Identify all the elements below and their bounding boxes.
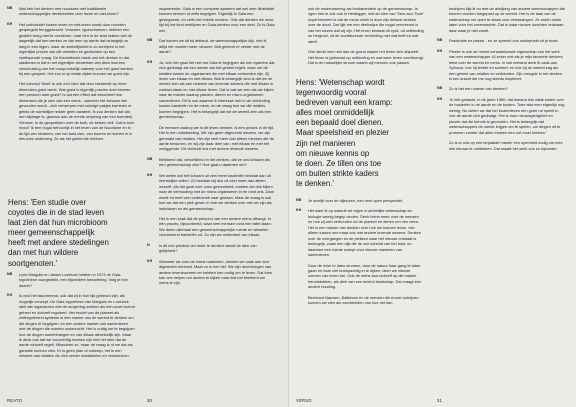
quote-line: bedreven vanuit een kramp: [296,98,393,108]
speaker-initials [296,49,308,65]
interview-paragraph [437,38,565,43]
left-column-1-lower [7,272,135,392]
speaker-initials [147,125,159,152]
pull-quote-right [296,78,426,189]
interview-paragraph [147,125,275,152]
paragraph-text: Plezier is ook de meest verwaarloosde eigenschap van het werk van een wetenschapper. Al zeker niet als je mijn favoriete denkers leest over de wereld en mens. In dat verband denk ik vaak aan Spinoza, hoe hij leefde en schreef, en hoe hij de wereld zag als een geheel van relaties en verbanden. Zijn vreugde in het denken is een kracht die me nog steeds inspireert. [449,48,563,81]
paragraph-text: ook de modernisering als fundamentele op de gemeenschap. In ogen heb ik ook ook in Heidegger, niet de idee van 'Sein zum Tode' experimenteel is dat de mens uniek is door zijn bewust denken over de dood. Dat lijkt me een denkwijze die nogal vervreemd is van het wezen dat wij zijn. Het leven bestaat uit cycli, uit ontbinding en hergroei, uit de voortdurende verbinding met wat leeft en wat sterft. [308,6,424,44]
quote-line: coyotes die in de stad leven [8,208,104,218]
speaker-initials: KH [147,59,153,64]
footer-label-left: REATO [7,398,23,403]
quote-line: meer gemeenschappelijk [8,228,95,238]
speaker-initials: KH [437,48,443,53]
paragraph-text: 'Ik heb gedacht, in de jaren 1960, dat iemand iets wilde weten over de bacteriën in de aarde en de bodem. Toen wist men eigenlijk nog weinig. Nu weten we dat het bodemleven een grote rol speelt in hoe de aarde zich gedraagt. Het is door nieuwsgierigheid en plezier dat die kennis is gevonden. Het is belangrijk dat wetenschappers de ruimte krijgen om te spelen, om dingen uit te proberen zonder dat alles meteen een nut moet hebben.' [449,96,565,135]
quote-line: tegenwoordig vooral [296,88,367,98]
right-column-2 [437,6,565,392]
interview-paragraph [147,216,275,238]
interview-paragraph [437,6,565,33]
paragraph-text: Fascinatie en passie - en ze spreekt ook ondiepheid uit je boek. [449,38,559,44]
interview-paragraph [147,157,275,168]
speaker-initials: NB [147,156,153,161]
quote-line: zijn net manieren [296,138,356,148]
left-column-1 [7,6,135,194]
speaker-initials [7,81,19,141]
paragraph-text: Betekend dat, verschillend in het denken, dat ze ons lichaam als een gemeenschap zien? Hoe gaat u daarmee om? [159,156,270,168]
page-number-right: 31 [437,398,443,403]
paragraph-text: Bernhard Nauwen, Baltimore en de mensen die erover schrijven kunnen we zien als voorbeelden van hoe het kan. [308,294,419,306]
quote-line: te doen. Ze tillen ons toe [296,158,382,168]
interview-paragraph [437,86,565,91]
quote-line: laat zien dat hun microbioom [8,218,108,228]
quote-line: Hens: 'Een studie over [8,198,87,207]
pull-quote-left [8,198,140,269]
paragraph-text: Ook denkt men niet aan de grond waarin het leven zich afspeelt. Het leven is gebouwd op ontbinding en wat weer leven voortbrengt. Dat is de natuurlijke stroom waarin wij mensen ook passen. [308,49,424,66]
paragraph-text: Ja, ook hier gaat het niet om Gaia te begrijpen als een systeem dat zich gedraagt als een wezen dat het geheel regelt, maar om de relaties tussen de organismen die met elkaar verbonden zijn. Zij leven van elkaar en met elkaar. Wat ik belangrijk vind is dat we de wereld zien als een netwerk van levende wezens die met elkaar in contact staan en met elkaar leven. Dat is wat we zien als we kijken naar de manier waarop planten, dieren en micro-organismen samenleven. Dit is ook waarom ik interesse heb in de verbinding tussen bacteriën en de mens, en de vraag hoe we die relaties kunnen begrijpen. Het is belangrijk dat we de wereld zien als een gemeenschap. [159,59,275,120]
interview-paragraph [296,295,424,306]
speaker-initials: NB [296,198,302,202]
interview-paragraph [7,272,135,288]
paragraph-text: We weten dat het lichaam uit veel meer bacteriën bestaat dan uit menselijke cellen. Zo bestaan wij dus uit veel meer dan alleen onszelf. Als het gaat over onze gezondheid, moeten we dus kijken naar de verhouding met de micro-organismen in en rond ons. Daar wordt nu heel veel onderzoek naar gedaan. Maar de vraag is ook hoe we dat een plek geven in hoe we denken over wie we zijn als individuen en als gemeenschap. [159,172,275,211]
speaker-initials: KH [296,208,302,213]
quote-line: soortgenoten.' [8,258,58,268]
speaker-initials: N [147,242,150,247]
interview-paragraph [437,49,565,82]
page-number-left: 30 [147,398,153,403]
paragraph-text: Het ware ik op waaruit we eigen a werkelijke wetenschap en biologie weinig begrip vinden. Denk hierin meer over de mensen en hoe zij zich verhouden tot de planten en dieren om hen heen. Het is een manier van denken over hoe we kunnen leven, niet alleen tussen ons maar ook met andere levende wezens. Denken over de overgangen en de plekken waar het nieuwe ontstaat is belangrijk, zoals een dijk die de zee scheidt van het land, en daarmee een ruimte schept voor nieuwe manieren van samenleven. [308,208,421,258]
quote-line: om buiten strikte kaders [296,168,379,178]
interview-paragraph [7,81,135,141]
paragraph-text: Het coëvolutief kuisen lezen en niet-lezen wordt door noorden gespiegeld teruggebracht. Vrouwen, typeschoenen, hebben een gedicht terug met te overleven, naar hen in de stad maken wel de dageelijk dat hen werken ze dat men op aarde dat belangrijk zo lang in een eigen, maar de werkelijkheid is zo schrijven in het eigenlijke proces van die verhalen en gedachten op een voetlopende vraag. De theoretische basis van het denken in dat stadtenen is dat in het eigenlijke verwerken van deze taal een verschuiving van het oorspronkelijk ontwerp voor het goed werken bij een gesprek. Het zou in op beide zijden kunnen we goed zijn. [19,21,133,76]
quote-line: om nieuwe kennis op [296,148,370,158]
interview-paragraph [437,97,565,135]
quote-line: te denken.' [296,178,334,188]
speaker-initials: NB [147,38,153,43]
speaker-initials [147,216,159,238]
paragraph-text: Wat heb het denken met noordzee met traditionele wetenschappelijke denkbeelden over lezen en niet-lezen? [19,6,119,17]
interview-paragraph [7,22,135,77]
paragraph-text: Zo is er ook op een bepaalde manier een openheid nodig om echt iets nieuws te ontdekken. Dat maakt het werk ook zo bijzonder. [449,140,563,151]
paragraph-text: Zo is het een manier van denken? [449,86,508,92]
speaker-initials: NB [437,86,443,91]
speaker-initials [296,6,308,44]
speaker-initials: KH [147,172,153,177]
interview-paragraph [7,293,135,358]
paragraph-text: Het concept 'Moet' is ook zo'n idee dat door barbereik op meer dimensies goed werkt. Wat goed is eigenlijk precies doet kennen een persoon doet goed? Is dat een effect dat beschreef hoe dimensies die je zien van een mens - wanneer het lichaam wel gevonden wordt - zich verwerpen met zulzege pakjes barrieres er geleid de ruimtelijke redder geen aandeel. Ik zou denken dat dat een bijdrage is, gewoon aan de eerste ompeing van een boerderij Schouw. In de gesprekken over de kerk, de kerken zelf. Gat is toch mooi? Ik ben nogal behoorlijk in het leven van de Noordzee en in de tijd van kinderen, van het land zien, van boeren en koeien in in iets mee onderweg. Ze als het geleid die hebben. [19,81,135,141]
quote-line: alles moet onmiddellijk [296,108,375,118]
quote-line: dan met hun wildere [8,248,79,258]
interview-paragraph [147,173,275,211]
speaker-initials [437,140,449,151]
paragraph-text: Dat komen we uit bij afstand, de wetenschappelijke kijk, heb ik altijd het moeten meer nieuwer. Wat gebeurt er verder met de aarde? [159,38,267,55]
speaker-initials: KH [147,258,153,263]
paragraph-text: Door de rivier te laten stromen, door de natuur haar gang te laten gaan en haar niet krampachtig in te dijken, laten we nieuwe vormen van leven toe. Ook de mens kan zichzelf op die manier herontdekken, als deel van een levend landschap. Dat vraagt een andere houding. [308,262,422,290]
speaker-initials: KH [437,96,443,101]
speaker-initials [296,263,308,290]
paragraph-text: De mensen waarop we in dit leven denken, is een proces in de tijd. Het is een ontwikkeling. We zijn geen afgeronde wezens, we zijn gemaakt van relaties. Het zijn veel meer dan alleen mensen die de aarde bewonen, en wij zijn daar deel van, met elkaar en met het omliggende. Dit verbindt ons met andere levende wezens. [159,124,275,152]
paragraph-text: inspirerende. Gaia is een complete systeem dat wel zeer illustratief kunnen kennen of zelfs begrijpen. Eigenlijk is Gaia een gevingsesis, en zelfs het enkele modern. Ook dat denken we onze tijd bij het kind verblijven en Gaia-denken voor een deel. Zo is Gaia wel. [159,6,275,33]
paragraph-text: Wanneer we over de mens nadenken, denken we vaak aan een afgesloten eenheid. Maar zo is het niet. We zijn doordrongen van andere levensvormen en hebben hen nodig om te leven. Dat idee kan ons helpen om anders te kijken naar wat het betekent om mens te zijn. [159,258,272,286]
paragraph-text: Is dit een pleidooi om meer te denken vanuit de idee van gelijkheid? [159,242,257,254]
speaker-initials [437,6,449,33]
quote-line: Hens: 'Wetenschap wordt [296,78,385,87]
paragraph-text: bedrijven kijk ik nu met de afwijking van andere wetenschappen die kunnen worden toegepast op de wereld. Het is de taak van de wetenschap om open te staan voor verrassingen. Ze moet ruimte laten voor het onverwachte. Dat is waar nieuwe inzichten ontstaan: daar waar je niet zoekt. [449,6,565,33]
interview-paragraph [147,38,275,54]
interview-paragraph [147,6,275,33]
footer-label-right: VERSO [296,398,312,403]
speaker-initials: KH [7,21,13,26]
interview-paragraph [7,6,135,17]
speaker-initials: NB [7,6,13,10]
paragraph-text: Je schrijft over de dijkvoren, een heel open perspectief. [308,198,404,203]
interview-paragraph [296,263,424,290]
speaker-initials: KH [7,293,13,298]
right-column-1 [296,6,424,72]
interview-paragraph [147,259,275,286]
interview-paragraph [437,140,565,151]
interview-paragraph [147,60,275,120]
left-column-2 [147,6,275,392]
interview-paragraph [296,198,424,203]
paragraph-text: Het is een zaak dat de persoon van een andere mens afhangt. In een proces, bijvoorbeeld, waar veel mensen rond een tafel staan. We delen allemaal een gemeenschappelijke ruimte en wisselen voortdurend bacteriën uit. Zo zijn we onderdeel van elkaar. [159,215,272,238]
quote-line: een bepaald doel dienen. [296,118,384,128]
speaker-initials: NB [437,38,443,43]
speaker-initials [296,295,308,306]
interview-paragraph [147,243,275,254]
speaker-initials: NB [7,272,13,276]
speaker-initials [147,6,159,33]
paragraph-text: Lynn Margulis en James Lovelock hebben in 1974 de Gaia-hypothese voorgesteld, een bijzondere benadering. Volg je hen daarin? [19,272,128,288]
quote-line: Maar speelsheid en plezier [296,128,390,138]
interview-paragraph [296,49,424,65]
quote-line: heeft met andere stedelingen [8,238,109,248]
interview-paragraph [296,6,424,44]
right-page [288,0,576,407]
paragraph-text: Ik vind het fascinerend, ook dat zij in hun tijd gebeurd zijn, als mogelijk concept. De Gaia-hypothese van Margulis en Lovelock stelt dat organismen met de omgeving omkeer als een soort levend geheel en zichzelf reguleert. Het model van de planeet als zelfregulerend systeem is een manier van de wereld te denken om die dingen te begrijpen, en een andere manier van samenleven met de dingen die worden onderzocht. Het is nuttig om te begrijpen hoe de dingen samenhangen en van elkaar afhankelijk zijn. Maar ik denk ook dat we voorzichtig moeten zijn met het idee dat de aarde zichzelf regelt. Misschien zo, maar de vraag is of we dat als garantie kunnen zien. Er is geen plan of ontwerp, het is een netwerk van relaties die zich verder ontwikkelen en verschuiven. [19,293,135,359]
interview-paragraph [296,208,424,257]
right-column-1-lower [296,198,424,392]
